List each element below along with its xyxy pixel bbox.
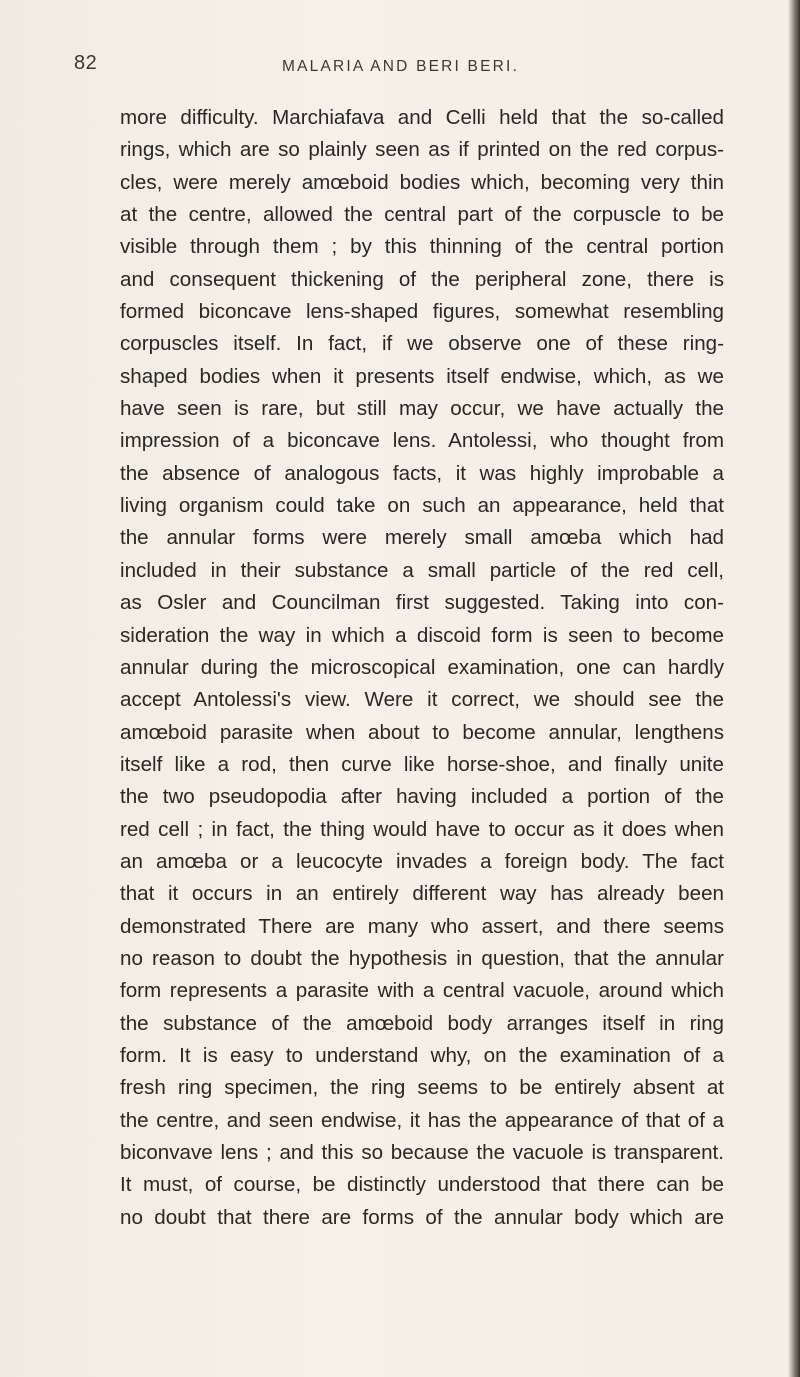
- text-line: visible through them ; by this thinning of the central portion: [120, 235, 724, 259]
- text-line: the absence of analogous facts, it was highly improbable a: [120, 461, 724, 485]
- text-line: that it occurs in an entirely different way has already been: [120, 882, 724, 906]
- text-line: demonstrated There are many who assert, and there seems: [120, 914, 724, 938]
- text-line: accept Antolessi's view. Were it correct, we should see the: [120, 688, 724, 712]
- text-line: an amœba or a leucocyte invades a foreign body. The fact: [120, 849, 724, 873]
- text-line: formed biconcave lens-shaped figures, somewhat resembling: [120, 300, 724, 324]
- text-line: rings, which are so plainly seen as if printed on the red corpus-: [120, 138, 724, 162]
- text-line: have seen is rare, but still may occur, we have actually the: [120, 397, 724, 421]
- text-line: It must, of course, be distinctly understood that there can be: [120, 1173, 724, 1197]
- page-number: 82: [74, 52, 98, 74]
- text-line: no reason to doubt the hypothesis in question, that the annular: [120, 946, 724, 970]
- text-line: annular during the microscopical examination, one can hardly: [120, 655, 724, 679]
- text-line: as Osler and Councilman first suggested. Taking into con-: [120, 591, 724, 615]
- text-line: red cell ; in fact, the thing would have to occur as it does when: [120, 817, 724, 841]
- text-line: impression of a biconcave lens. Antolessi, who thought from: [120, 429, 724, 453]
- body-text: [120, 102, 724, 1234]
- text-line: form. It is easy to understand why, on the examination of a: [120, 1043, 724, 1067]
- page-edge-shadow: [788, 0, 800, 1377]
- text-line: living organism could take on such an appearance, held that: [120, 494, 724, 518]
- text-line: sideration the way in which a discoid form is seen to become: [120, 623, 724, 647]
- text-line: and consequent thickening of the peripheral zone, there is: [120, 267, 724, 291]
- text-line: at the centre, allowed the central part of the corpuscle to be: [120, 203, 724, 227]
- text-line: shaped bodies when it presents itself endwise, which, as we: [120, 364, 724, 388]
- text-line: the centre, and seen endwise, it has the appearance of that of a: [120, 1108, 724, 1132]
- text-line: fresh ring specimen, the ring seems to be entirely absent at: [120, 1076, 724, 1100]
- text-line: biconvave lens ; and this so because the vacuole is transparent.: [120, 1141, 724, 1164]
- text-line: more difficulty. Marchiafava and Celli held that the so-called: [120, 106, 724, 129]
- text-line: cles, were merely amœboid bodies which, becoming very thin: [120, 170, 724, 194]
- text-line: the annular forms were merely small amœba which had: [120, 526, 724, 550]
- text-line: itself like a rod, then curve like horse-shoe, and finally unite: [120, 752, 724, 776]
- text-line: included in their substance a small particle of the red cell,: [120, 558, 724, 582]
- text-line: amœboid parasite when about to become annular, lengthens: [120, 720, 724, 744]
- text-line: the substance of the amœboid body arranges itself in ring: [120, 1011, 724, 1035]
- text-line: form represents a parasite with a central vacuole, around which: [120, 979, 724, 1003]
- text-line: the two pseudopodia after having included a portion of the: [120, 785, 724, 809]
- running-head: MALARIA AND BERI BERI.: [282, 58, 520, 75]
- text-line: no doubt that there are forms of the annular body which are: [120, 1205, 724, 1229]
- text-line: corpuscles itself. In fact, if we observe one of these ring-: [120, 332, 724, 356]
